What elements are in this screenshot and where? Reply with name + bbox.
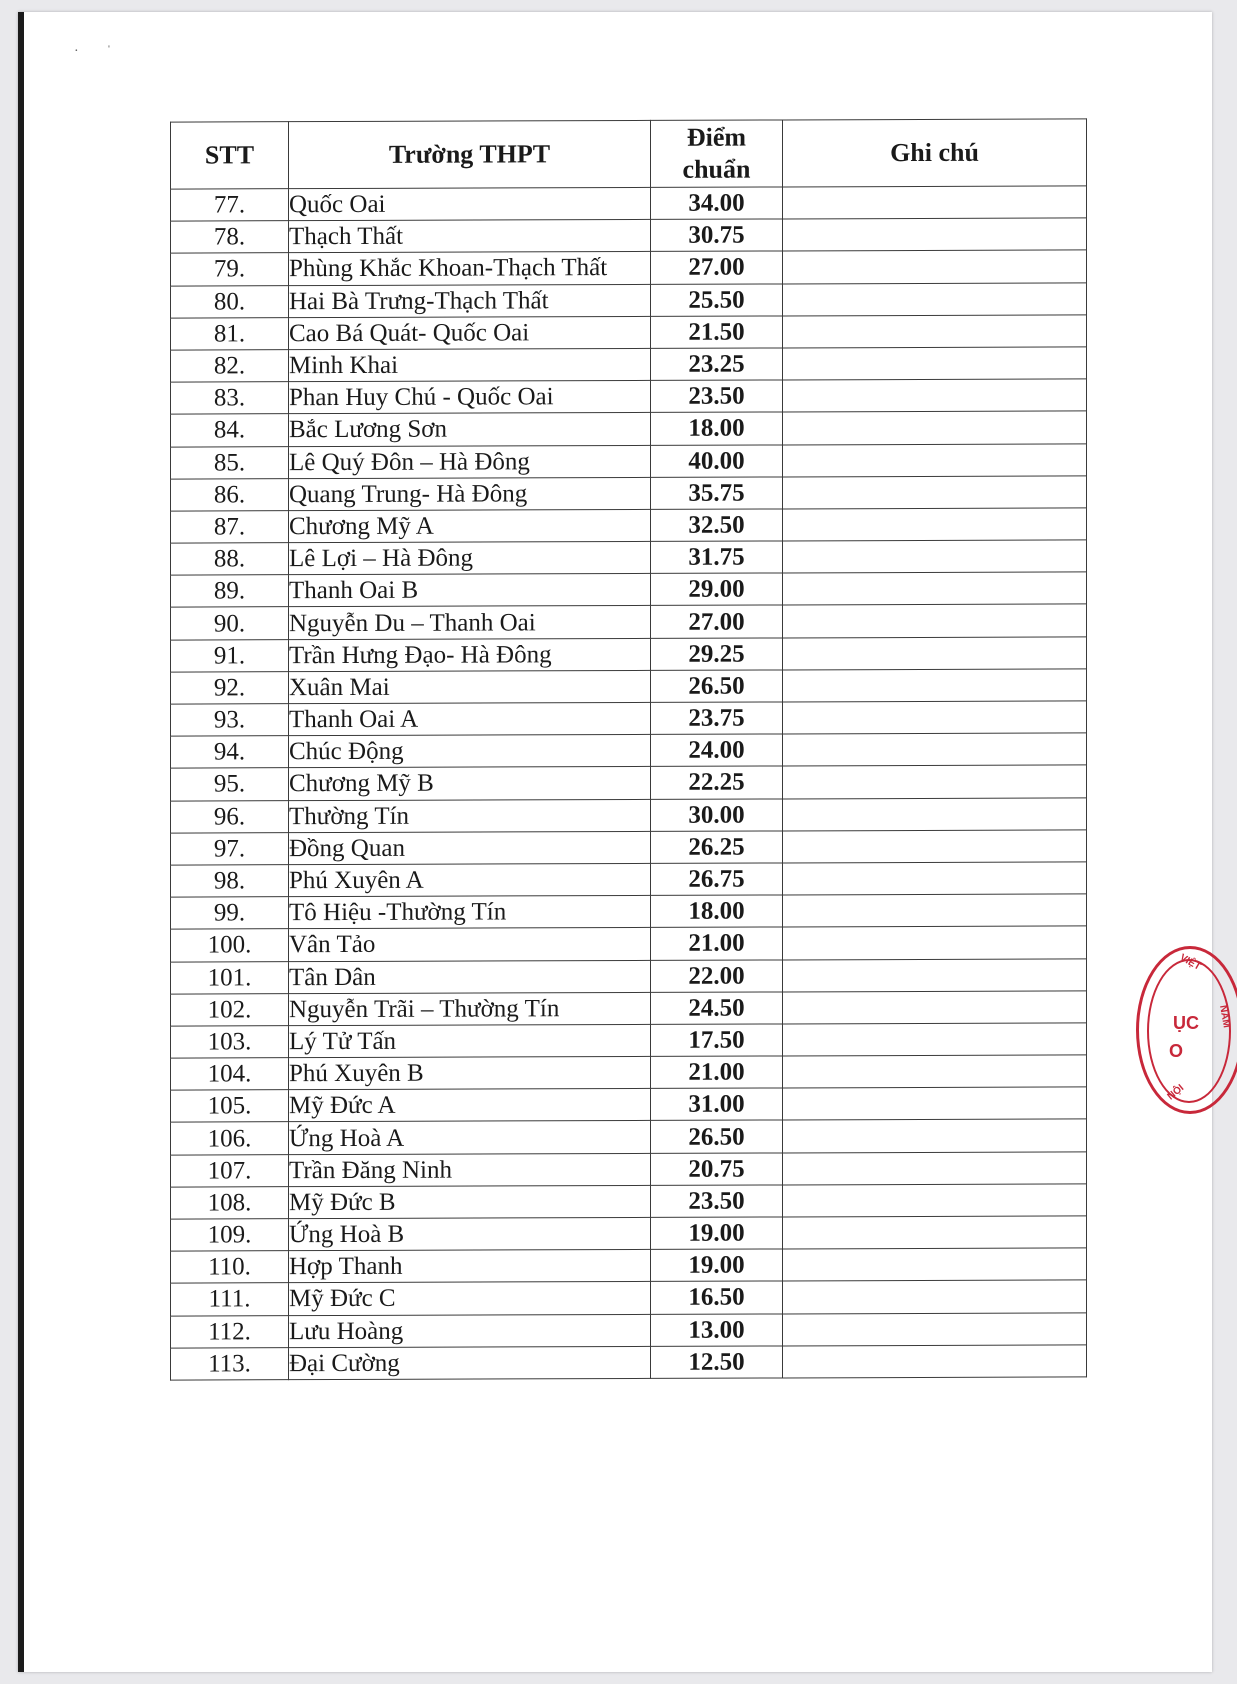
table-row (171, 894, 1087, 929)
row-school-name: Mỹ Đức A (289, 1089, 651, 1122)
row-note (783, 1345, 1087, 1378)
table-row (171, 250, 1087, 285)
row-note (783, 1280, 1087, 1313)
row-score: 16.50 (651, 1281, 783, 1314)
row-score: 19.00 (651, 1249, 783, 1282)
row-score: 34.00 (651, 187, 783, 220)
row-stt: 100. (171, 929, 289, 962)
row-school-name: Lê Lợi – Hà Đông (289, 541, 651, 574)
row-school-name: Tân Dân (289, 960, 651, 993)
table-row (171, 1248, 1087, 1283)
row-note (783, 701, 1087, 734)
row-school-name: Đồng Quan (289, 831, 651, 864)
table-row (171, 218, 1087, 253)
row-school-name: Tô Hiệu -Thường Tín (289, 896, 651, 929)
row-note (783, 1023, 1087, 1056)
row-school-name: Trần Đăng Ninh (289, 1153, 651, 1186)
row-note (783, 1248, 1087, 1281)
row-score: 23.50 (651, 380, 783, 413)
row-school-name: Ứng Hoà B (289, 1217, 651, 1250)
table-row (171, 604, 1087, 639)
row-stt: 85. (171, 446, 289, 479)
row-score: 31.75 (651, 541, 783, 574)
table-row (171, 733, 1087, 768)
table-row (171, 797, 1087, 832)
table-row (171, 1345, 1087, 1380)
row-school-name: Ứng Hoà A (289, 1121, 651, 1154)
row-note (783, 604, 1087, 637)
table-row (171, 1152, 1087, 1187)
seal-text-line1: ỤC (1173, 1013, 1199, 1033)
table-body (171, 186, 1087, 1380)
row-school-name: Chương Mỹ B (289, 767, 651, 800)
row-score: 26.50 (651, 670, 783, 703)
table-row (171, 379, 1087, 414)
row-school-name: Chương Mỹ A (289, 509, 651, 542)
header-score (651, 120, 783, 187)
row-note (783, 894, 1087, 927)
table-row (171, 701, 1087, 736)
row-note (783, 1119, 1087, 1152)
row-score: 20.75 (651, 1153, 783, 1186)
row-score: 30.00 (651, 799, 783, 832)
row-school-name: Lê Quý Đôn – Hà Đông (289, 445, 651, 478)
row-stt: 107. (171, 1154, 289, 1187)
row-school-name: Nguyễn Du – Thanh Oai (289, 606, 651, 639)
row-stt: 102. (171, 993, 289, 1026)
seal-edge-top: VIỆT (1177, 952, 1203, 973)
table-row (171, 282, 1087, 317)
row-school-name: Bắc Lương Sơn (289, 413, 651, 446)
row-school-name: Minh Khai (289, 348, 651, 381)
row-stt: 84. (171, 414, 289, 447)
row-school-name: Mỹ Đức B (289, 1185, 651, 1218)
table-row (171, 540, 1087, 575)
row-school-name: Trần Hưng Đạo- Hà Đông (289, 638, 651, 671)
admission-score-table (170, 118, 1087, 1380)
row-note (783, 1087, 1087, 1120)
row-stt: 79. (171, 253, 289, 286)
row-note (783, 765, 1087, 798)
row-note (783, 669, 1087, 702)
row-school-name: Phan Huy Chú - Quốc Oai (289, 381, 651, 414)
page-edge-shadow (18, 12, 24, 1672)
row-stt: 105. (171, 1090, 289, 1123)
row-school-name: Hợp Thanh (289, 1250, 651, 1283)
row-school-name: Chúc Động (289, 735, 651, 768)
row-score: 29.00 (651, 573, 783, 606)
row-stt: 113. (171, 1347, 289, 1380)
header-note: Ghi chú (783, 119, 1087, 187)
row-note (783, 797, 1087, 830)
row-stt: 90. (171, 607, 289, 640)
table-row (171, 830, 1087, 865)
row-score: 26.75 (651, 863, 783, 896)
row-score: 27.00 (651, 251, 783, 284)
row-school-name: Phú Xuyên B (289, 1056, 651, 1089)
row-score: 25.50 (651, 284, 783, 317)
row-note (783, 733, 1087, 766)
row-school-name: Lưu Hoàng (289, 1314, 651, 1347)
table-row (171, 411, 1087, 446)
row-score: 24.00 (651, 734, 783, 767)
row-stt: 94. (171, 736, 289, 769)
row-stt: 104. (171, 1058, 289, 1091)
table-row (171, 1280, 1087, 1315)
row-score: 23.25 (651, 348, 783, 381)
table-row (171, 315, 1087, 350)
header-score-line1: Điểm (686, 122, 747, 152)
row-score: 26.50 (651, 1120, 783, 1153)
row-score: 22.25 (651, 766, 783, 799)
row-note (783, 1184, 1087, 1217)
row-note (783, 958, 1087, 991)
table-row (171, 508, 1087, 543)
row-stt: 91. (171, 639, 289, 672)
row-school-name: Thanh Oai A (289, 702, 651, 735)
row-stt: 108. (171, 1186, 289, 1219)
row-stt: 111. (171, 1283, 289, 1316)
row-score: 30.75 (651, 219, 783, 252)
row-note (783, 1216, 1087, 1249)
row-note (783, 637, 1087, 670)
row-note (783, 1152, 1087, 1185)
table-row (171, 991, 1087, 1026)
row-school-name: Phùng Khắc Khoan-Thạch Thất (289, 252, 651, 285)
table-row (171, 765, 1087, 800)
table-row (171, 926, 1087, 961)
row-score: 31.00 (651, 1088, 783, 1121)
table-row (171, 186, 1087, 221)
row-note (783, 926, 1087, 959)
row-note (783, 315, 1087, 348)
table-row (171, 669, 1087, 704)
row-score: 35.75 (651, 477, 783, 510)
row-stt: 98. (171, 865, 289, 898)
row-stt: 112. (171, 1315, 289, 1348)
header-score-line2: chuẩn (682, 154, 751, 184)
row-note (783, 250, 1087, 283)
table-row (171, 1055, 1087, 1090)
seal-edge-bottom: NỘI (1165, 1082, 1187, 1103)
table-row (171, 1184, 1087, 1219)
row-score: 27.00 (651, 605, 783, 638)
row-school-name: Hai Bà Trưng-Thạch Thất (289, 284, 651, 317)
row-note (783, 540, 1087, 573)
row-note (783, 186, 1087, 219)
row-score: 24.50 (651, 992, 783, 1025)
row-stt: 80. (171, 285, 289, 318)
table-row (171, 637, 1087, 672)
row-stt: 78. (171, 221, 289, 254)
row-school-name: Quang Trung- Hà Đông (289, 477, 651, 510)
row-note (783, 991, 1087, 1024)
table-header-row (171, 119, 1087, 189)
row-score: 18.00 (651, 412, 783, 445)
row-stt: 99. (171, 897, 289, 930)
row-score: 17.50 (651, 1024, 783, 1057)
seal-edge-right: NAM (1216, 1004, 1232, 1029)
row-school-name: Quốc Oai (289, 187, 651, 220)
row-note (783, 1055, 1087, 1088)
row-note (783, 830, 1087, 863)
table-row (171, 572, 1087, 607)
row-score: 40.00 (651, 444, 783, 477)
row-note (783, 218, 1087, 251)
row-stt: 97. (171, 832, 289, 865)
row-stt: 93. (171, 704, 289, 737)
row-stt: 96. (171, 800, 289, 833)
row-stt: 101. (171, 961, 289, 994)
row-school-name: Lý Tử Tấn (289, 1024, 651, 1057)
table-row (171, 347, 1087, 382)
row-score: 23.50 (651, 1185, 783, 1218)
row-school-name: Thường Tín (289, 799, 651, 832)
header-school: Trường THPT (289, 120, 651, 188)
row-school-name: Đại Cường (289, 1346, 651, 1379)
table-row (171, 476, 1087, 511)
row-school-name: Thạch Thất (289, 220, 651, 253)
row-school-name: Xuân Mai (289, 670, 651, 703)
row-score: 19.00 (651, 1217, 783, 1250)
row-stt: 83. (171, 382, 289, 415)
row-stt: 87. (171, 511, 289, 544)
row-stt: 89. (171, 575, 289, 608)
row-note (783, 411, 1087, 444)
official-seal-stamp (1136, 946, 1237, 1114)
row-school-name: Phú Xuyên A (289, 863, 651, 896)
row-score: 26.25 (651, 831, 783, 864)
row-stt: 106. (171, 1122, 289, 1155)
row-stt: 88. (171, 543, 289, 576)
row-stt: 86. (171, 478, 289, 511)
table-row (171, 1087, 1087, 1122)
table-row (171, 1216, 1087, 1251)
table-row (171, 958, 1087, 993)
table-row (171, 443, 1087, 478)
header-stt: STT (171, 122, 289, 189)
row-note (783, 508, 1087, 541)
row-score: 21.50 (651, 316, 783, 349)
row-score: 12.50 (651, 1346, 783, 1379)
row-score: 23.75 (651, 702, 783, 735)
row-stt: 95. (171, 768, 289, 801)
seal-text-line2: O (1169, 1041, 1184, 1061)
row-school-name: Nguyễn Trãi – Thường Tín (289, 992, 651, 1025)
row-stt: 82. (171, 350, 289, 383)
row-note (783, 347, 1087, 380)
row-stt: 81. (171, 317, 289, 350)
row-stt: 110. (171, 1251, 289, 1284)
row-school-name: Cao Bá Quát- Quốc Oai (289, 316, 651, 349)
row-score: 29.25 (651, 638, 783, 671)
row-note (783, 1312, 1087, 1345)
row-score: 22.00 (651, 959, 783, 992)
row-school-name: Thanh Oai B (289, 574, 651, 607)
row-school-name: Vân Tảo (289, 928, 651, 961)
row-score: 32.50 (651, 509, 783, 542)
row-stt: 109. (171, 1219, 289, 1252)
row-school-name: Mỹ Đức C (289, 1282, 651, 1315)
table-row (171, 1119, 1087, 1154)
row-stt: 92. (171, 671, 289, 704)
row-stt: 103. (171, 1026, 289, 1059)
scan-specks: · ˈ (74, 44, 112, 59)
row-note (783, 572, 1087, 605)
table-row (171, 1312, 1087, 1347)
table-row (171, 862, 1087, 897)
row-note (783, 282, 1087, 315)
row-note (783, 379, 1087, 412)
row-score: 13.00 (651, 1314, 783, 1347)
row-stt: 77. (171, 189, 289, 222)
row-note (783, 476, 1087, 509)
row-note (783, 443, 1087, 476)
row-score: 21.00 (651, 927, 783, 960)
row-note (783, 862, 1087, 895)
row-score: 18.00 (651, 895, 783, 928)
row-score: 21.00 (651, 1056, 783, 1089)
table-row (171, 1023, 1087, 1058)
